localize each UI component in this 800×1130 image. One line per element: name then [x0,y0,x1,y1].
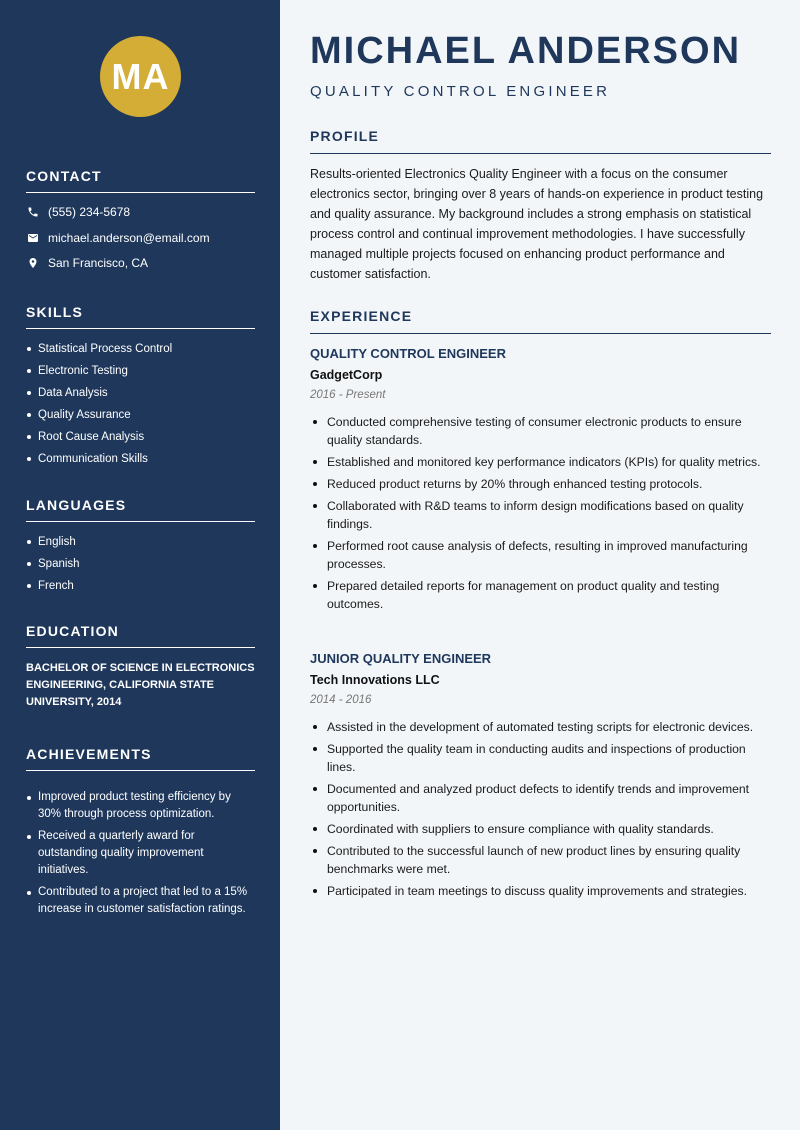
achievement-item: Improved product testing efficiency by 30% through process optimization. [26,789,255,823]
job-bullet: Coordinated with suppliers to ensure compliance with quality standards. [310,820,771,838]
achievements-heading: ACHIEVEMENTS [26,746,255,771]
avatar: MA [100,36,181,117]
achievement-item: Received a quarterly award for outstanding quality improvement initiatives. [26,828,255,879]
language-item: Spanish [26,557,80,579]
skills-heading: SKILLS [26,304,255,329]
phone-icon [26,205,40,219]
job-bullet: Performed root cause analysis of defects, resulting in improved manufacturing processes. [310,537,771,573]
job-bullet: Conducted comprehensive testing of consumer electronic products to ensure quality standards. [310,413,771,449]
sidebar [0,0,280,1130]
language-item: English [26,535,80,557]
skill-item: Data Analysis [26,386,172,408]
contact-heading: CONTACT [26,168,255,193]
profile-text: Results-oriented Electronics Quality Engineer with a focus on the consumer electronics sector, bringing over 8 years of hands-on experience in product testing and quality assurance. My background includes a strong emphasis on statistical process control and continual improvement methodologies. I have successfully managed multiple projects focused on enhancing product performance and customer satisfaction. [310,167,764,281]
job-bullet: Prepared detailed reports for management on product quality and testing outcomes. [310,577,771,613]
job-bullets [310,718,771,900]
candidate-name: MICHAEL ANDERSON [310,30,742,72]
job-dates: 2016 - Present [310,389,386,401]
skill-item: Quality Assurance [26,408,172,430]
language-item: French [26,579,80,601]
job-company: Tech Innovations LLC [310,673,440,687]
job-company: GadgetCorp [310,368,383,382]
job-bullet: Contributed to the successful launch of new product lines by ensuring quality benchmarks were met. [310,842,771,878]
contact-location [26,256,148,270]
job-bullet: Documented and analyzed product defects to identify trends and improvement opportunities. [310,780,771,816]
skill-item: Statistical Process Control [26,342,172,364]
education-text: BACHELOR OF SCIENCE IN ELECTRONICS ENGINEERING, CALIFORNIA STATE UNIVERSITY, 2014 [26,662,255,708]
profile-heading: PROFILE [310,128,771,154]
email-text: michael.anderson@email.com [48,231,210,245]
job-dates: 2014 - 2016 [310,694,372,706]
education-heading: EDUCATION [26,623,255,648]
achievement-item: Contributed to a project that led to a 15% increase in customer satisfaction ratings. [26,884,255,918]
experience-heading: EXPERIENCE [310,308,771,334]
skill-item: Communication Skills [26,452,172,474]
job-bullet: Participated in team meetings to discuss quality improvements and strategies. [310,882,771,900]
job-title: QUALITY CONTROL ENGINEER [310,346,506,361]
job-bullets [310,413,771,613]
job-bullet: Collaborated with R&D teams to inform design modifications based on quality findings. [310,497,771,533]
skill-item: Electronic Testing [26,364,172,386]
job-bullet: Established and monitored key performance indicators (KPIs) for quality metrics. [310,453,771,471]
languages-list [26,535,80,601]
skills-list [26,342,172,474]
phone-text: (555) 234-5678 [48,205,131,219]
location-pin-icon [26,256,40,270]
contact-phone [26,205,130,219]
job-entry [310,346,771,617]
location-text: San Francisco, CA [48,256,149,270]
skill-item: Root Cause Analysis [26,430,172,452]
job-entry [310,651,771,904]
job-bullet: Reduced product returns by 20% through enhanced testing protocols. [310,475,771,493]
job-title-header: QUALITY CONTROL ENGINEER [310,83,611,100]
job-title: JUNIOR QUALITY ENGINEER [310,651,492,666]
languages-heading: LANGUAGES [26,497,255,522]
job-bullet: Supported the quality team in conducting audits and inspections of production lines. [310,740,771,776]
job-bullet: Assisted in the development of automated testing scripts for electronic devices. [310,718,771,736]
mail-icon [26,231,40,245]
achievements-list [26,789,255,923]
contact-email [26,231,210,245]
